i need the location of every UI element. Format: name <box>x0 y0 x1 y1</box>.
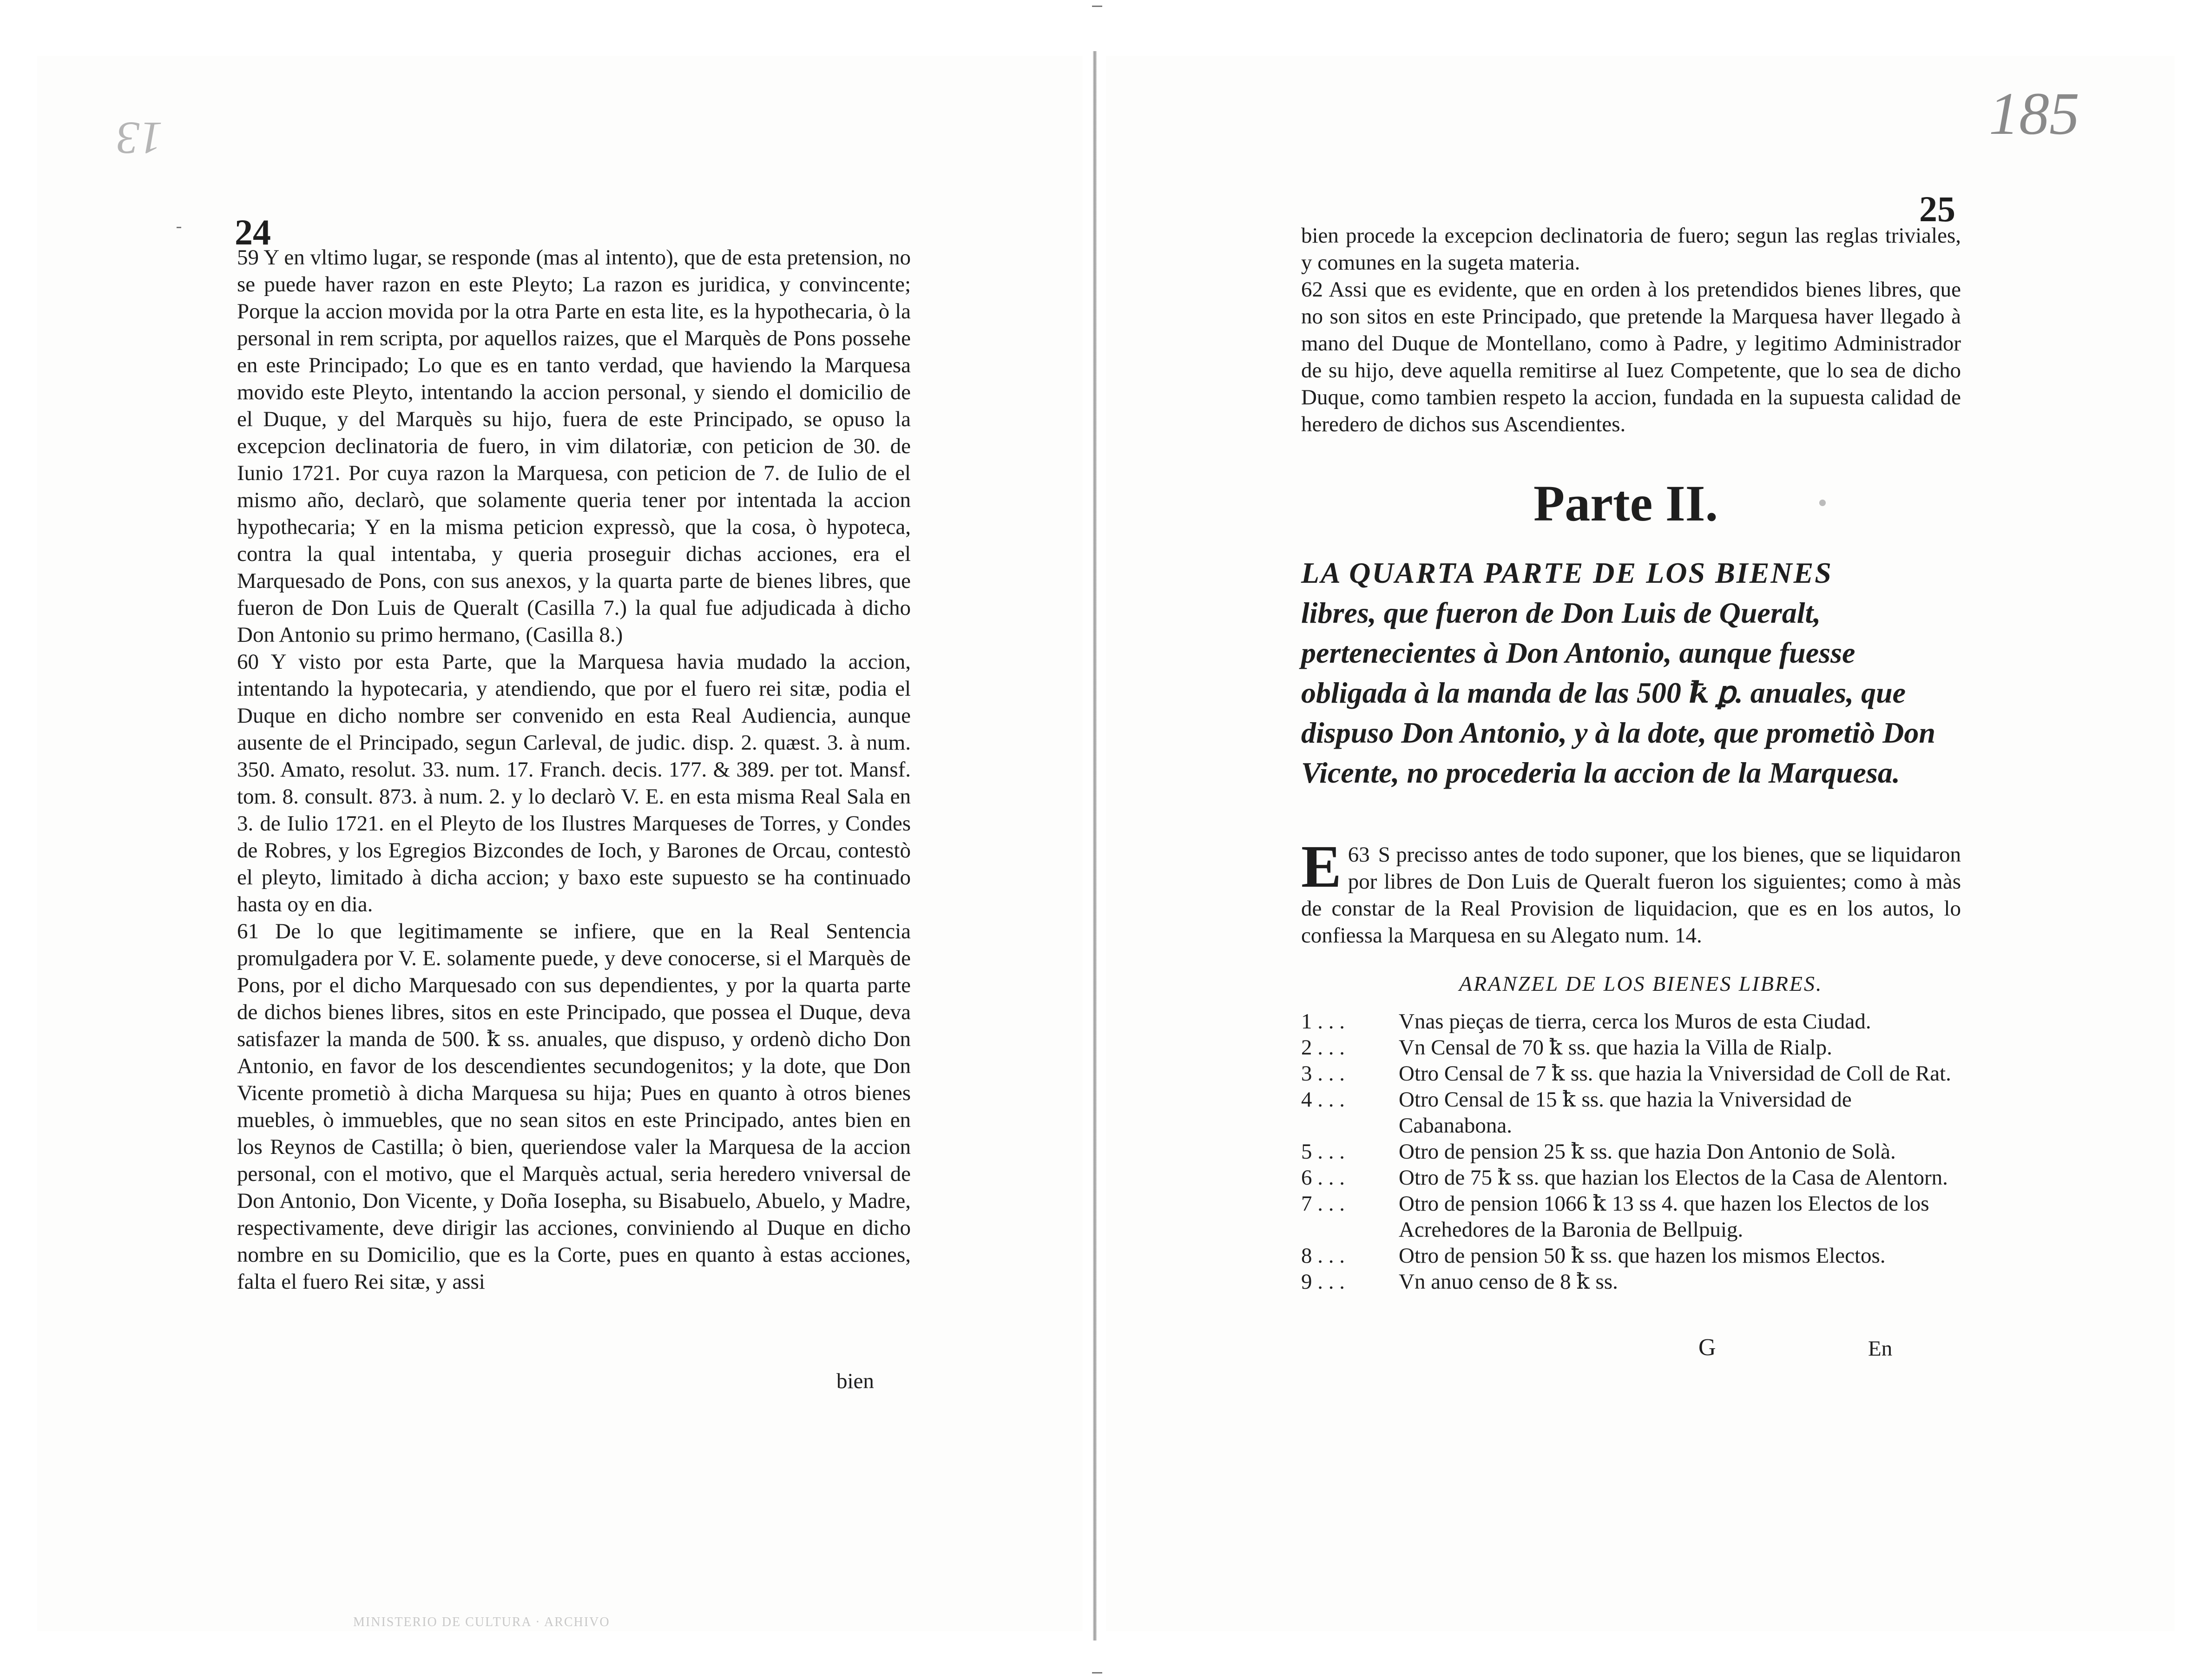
right-page-number: 25 <box>1919 189 1955 229</box>
right-top-text <box>1301 222 1961 438</box>
paragraph-62: 62 Assi que es evidente, que en orden à los pretendidos bienes libres, que no son sitos en este Principado, que pretende la Marquesa haver llegado à mano del Duque de Montellano, como à Padre, y legitimo Administrador de su hijo, deve aquella remitirse al Iuez Competente, que lo sea de dicho Duque, como tambien respeto la accion, fundada en la supuesta calidad de heredero de dichos sus Ascendientes. <box>1301 277 1961 436</box>
list-item: 8 . . . Otro de pension 50 ꝁ ss. que hazen los mismos Electos. <box>1301 1244 1886 1268</box>
list-item: 7 . . . Otro de pension 1066 ꝁ 13 ss 4. que hazen los Electos de los Acrehedores de la Baronia de Bellpuig. <box>1301 1192 1929 1242</box>
paragraph-59: 59 Y en vltimo lugar, se responde (mas al intento), que de esta pretension, no se puede haver razon en este Pleyto; La razon es juridica, y convincente; Porque la accion movida por la otra Parte en esta lite, es la hypothecaria, ò la personal in rem scripta, por aquellos raizes, que el Marquès de Pons possehe en este Principado; Lo que es en tanto verdad, que haviendo la Marquesa movido este Pleyto, intentando la accion personal, y siendo el domicilio de el Duque, y del Marquès su hijo, fuera de este Principado, se opuso la excepcion declinatoria de fuero, in vim dilatoriæ, con peticion de 30. de Iunio 1721. Por cuya razon la Marquesa, con peticion de 7. de Iulio de el mismo año, declarò, que solamente queria tener por intentada la accion hypothecaria; Y en la misma peticion expressò, que la cosa, ò hypoteca, contra la qual intentaba, y queria proseguir dichas acciones, era el Marquesado de Pons, con sus anexos, y la quarta parte de bienes libres, que fueron de Don Luis de Queralt (Casilla 7.) la qual fue adjudicada à dicho Don Antonio su primo hermano, (Casilla 8.) <box>237 245 911 647</box>
aranzel-title: ARANZEL DE LOS BIENES LIBRES. <box>1459 972 1823 995</box>
heading-first-line: LA QUARTA PARTE DE LOS BIENES <box>1301 556 1833 589</box>
right-handwritten-folio: 185 <box>1989 80 2079 147</box>
paragraph-61: 61 De lo que legitimamente se infiere, que en la Real Sentencia promulgadera por V. E. solamente puede, y deve conocerse, si el Marquès de Pons, por el dicho Marquesado con sus dependientes, y por la quarta parte de dichos bienes libres, sitos en este Principado, que possea el Duque, deva satisfazer la manda de 500. ꝁ ss. anuales, que dispuso, y ordenò dicho Don Antonio, en favor de los descendientes secundogenitos; y la dote, que Don Vicente prometiò à dicha Marquesa su hija; Pues en quanto à otros bienes muebles, ò immuebles, que no sean sitos en este Principado, antes bien en los Reynos de Castilla; ò bien, queriendose valer la Marquesa de la accion personal, con el motivo, que el Marquès actual, seria heredero vniversal de Don Antonio, Don Vicente, y Doña Iosepha, su Bisabuelo, Abuelo, y Madre, respectivamente, deve dirigir las acciones, conviniendo al Duque en dicho nombre en su Domicilio, que es la Corte, pues en quanto à estas acciones, falta el fuero Rei sitæ, y assi <box>237 919 911 1294</box>
list-item: 1 . . . Vnas pieças de tierra, cerca los Muros de esta Ciudad. <box>1301 1009 1871 1034</box>
list-item: 2 . . . Vn Censal de 70 ꝁ ss. que hazia la Villa de Rialp. <box>1301 1035 1832 1060</box>
signature-mark: G <box>1698 1334 1716 1361</box>
paragraph-63 <box>1301 833 1961 949</box>
paragraph-63-number: 63 <box>1348 843 1370 867</box>
top-tick <box>1092 6 1102 7</box>
drop-cap: E <box>1301 833 1342 900</box>
paragraph-63-text: S precisso antes de todo suponer, que los bienes, que se liquidaron por libres de Don Luis de Queralt fueron los siguientes; como à màs de constar de la Real Provision de liquidacion, que es en los autos, lo confiessa la Marquesa en su Alegato num. 14. <box>1301 843 1961 948</box>
right-catchword: En <box>1868 1337 1893 1361</box>
paragraph-continuation: bien procede la excepcion declinatoria de fuero; segun las reglas triviales, y comunes en la sugeta materia. <box>1301 224 1961 275</box>
archive-stamp: MINISTERIO DE CULTURA · ARCHIVO <box>353 1615 610 1629</box>
heading-rest: libres, que fueron de Don Luis de Queralt, pertenecientes à Don Antonio, aunque fuesse obligada à la manda de las 500 ꝁ ꝑ. anuales, que dispuso Don Antonio, y à la dote, que prometiò Don Vicente, no procederia la accion de la Marquesa. <box>1301 596 1935 789</box>
part-title: Parte II. <box>1533 475 1718 532</box>
list-item: 4 . . . Otro Censal de 15 ꝁ ss. que hazia la Vniversidad de Cabanabona. <box>1301 1087 1852 1138</box>
left-catchword: bien <box>836 1369 874 1393</box>
left-handwritten-mark: 13 <box>116 112 163 164</box>
left-body-text <box>237 244 911 1295</box>
bottom-tick <box>1092 1672 1102 1673</box>
part-heading <box>1301 553 1961 793</box>
paragraph-60: 60 Y visto por esta Parte, que la Marquesa havia mudado la accion, intentando la hypotecaria, y atendiendo, que por el fuero rei sitæ, podia el Duque en dicho nombre ser convenido en esta Real Audiencia, aunque ausente de el Principado, segun Carleval, de judic. disp. 2. quæst. 3. à num. 350. Amato, resolut. 33. num. 17. Franch. decis. 177. & 389. per tot. Mansf. tom. 8. consult. 873. à num. 2. y lo declarò V. E. en esta misma Real Sala en 3. de Iulio 1721. en el Pleyto de los Ilustres Marqueses de Torres, y Condes de Robres, y los Egregios Bizcondes de Ioch, y Barones de Orcau, contestò el pleyto, limitado à dicha accion; y baxo este supuesto se ha continuado hasta oy en dia. <box>237 650 911 916</box>
ink-dot <box>1819 500 1826 506</box>
aranzel-list <box>1301 1008 1961 1295</box>
list-item: 9 . . . Vn anuo censo de 8 ꝁ ss. <box>1301 1270 1618 1294</box>
left-margin-tick <box>177 227 181 228</box>
list-item: 5 . . . Otro de pension 25 ꝁ ss. que hazia Don Antonio de Solà. <box>1301 1140 1896 1164</box>
left-page-number: 24 <box>235 212 271 252</box>
list-item: 6 . . . Otro de 75 ꝁ ss. que hazian los Electos de la Casa de Alentorn. <box>1301 1166 1948 1190</box>
list-item: 3 . . . Otro Censal de 7 ꝁ ss. que hazia la Vniversidad de Coll de Rat. <box>1301 1061 1951 1086</box>
book-gutter <box>1093 51 1097 1640</box>
